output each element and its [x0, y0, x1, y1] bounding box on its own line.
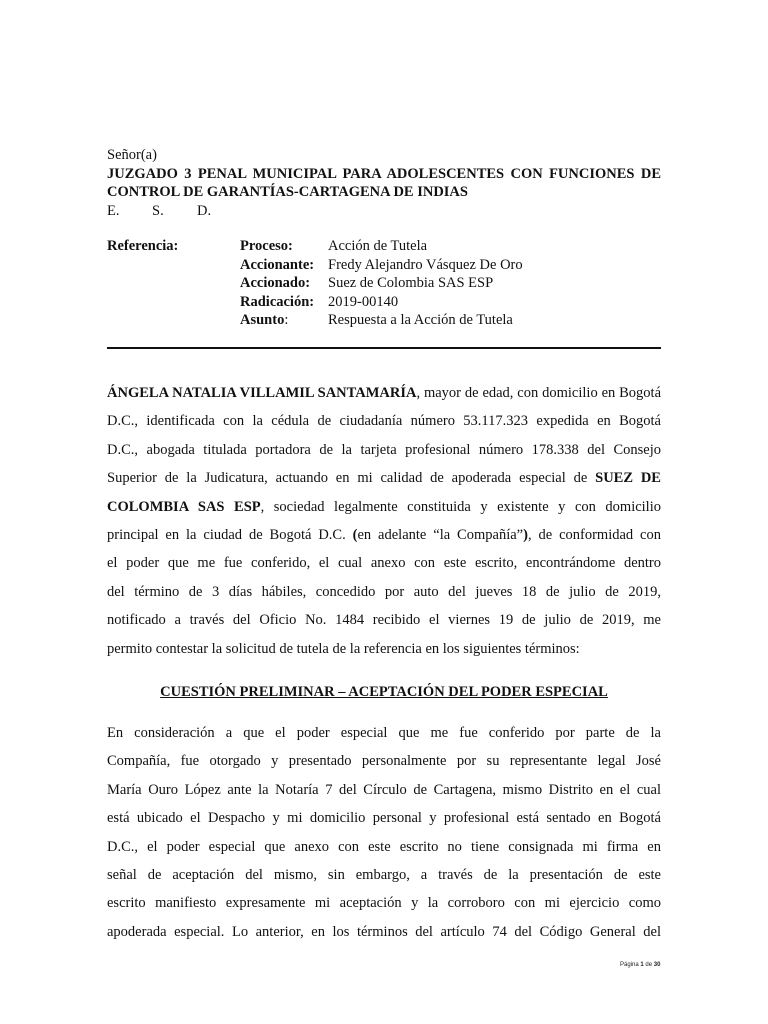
paragraph-line [107, 379, 661, 407]
paragraph-line [107, 464, 661, 492]
esd-letter: D. [197, 202, 212, 219]
court-name-line: CONTROL DE GARANTÍAS-CARTAGENA DE INDIAS [107, 184, 468, 200]
reference-label-colon: : [284, 312, 289, 328]
line-text: , mayor de edad, con domicilio en Bogotá [416, 385, 662, 401]
reference-row [107, 311, 523, 330]
paragraph-line: notificado a través del Oficio No. 1484 recibido el viernes 19 de julio de 2019, me [107, 612, 661, 629]
reference-row [107, 293, 523, 312]
reference-label: Radicación: [240, 293, 315, 310]
reference-value: 2019-00140 [328, 293, 399, 310]
reference-heading: Referencia: [107, 238, 179, 254]
party-name: ÁNGELA NATALIA VILLAMIL SANTAMARÍA [107, 385, 417, 401]
reference-value: Suez de Colombia SAS ESP [328, 275, 494, 291]
paragraph-line: apoderada especial. Lo anterior, en los términos del artículo 74 del Código General del [107, 923, 661, 940]
reference-row [107, 256, 523, 275]
line-text: , de conformidad con [527, 527, 661, 544]
paragraph-line: el poder que me fue conferido, el cual anexo con este escrito, encontrándome dentro [107, 555, 661, 572]
company-name: SUEZ DE [595, 470, 661, 487]
horizontal-divider [107, 347, 661, 349]
paragraph-line: En consideración a que el poder especial que me fue conferido por parte de la [107, 725, 661, 741]
letter-header [107, 146, 661, 220]
paragraph-line: D.C., abogada titulada portadora de la tarjeta profesional número 178.338 del Consejo [107, 441, 661, 458]
of-word: de [645, 962, 653, 968]
line-text: en adelante “la Compañía” [357, 527, 524, 544]
reference-row [107, 237, 523, 256]
reference-label: Accionante: [240, 256, 315, 273]
section-title: CUESTIÓN PRELIMINAR – ACEPTACIÓN DEL PODER ESPECIAL [160, 684, 608, 700]
page-word: Página [620, 962, 639, 968]
page-total: 30 [653, 962, 661, 968]
paragraph-line [107, 521, 661, 549]
court-name [107, 165, 661, 202]
company-name: COLOMBIA SAS ESP [107, 498, 261, 515]
reference-spacer [107, 274, 240, 293]
paragraph-line: del término de 3 días hábiles, concedido por auto del jueves 18 de julio de 2019, [107, 583, 661, 600]
reference-label: Accionado: [240, 275, 311, 291]
body-paragraph-2 [107, 719, 661, 946]
paragraph-line: D.C., el poder especial que anexo con este escrito no tiene consignada mi firma en [107, 838, 661, 855]
paren-close: ) [523, 527, 528, 544]
reference-row [107, 274, 523, 293]
paragraph-line: Compañía, fue otorgado y presentado personalmente por su representante legal José [107, 753, 661, 770]
paragraph-line [107, 493, 661, 521]
paren-open: ( [352, 527, 358, 544]
line-text: Superior de la Judicatura, actuando en mi calidad de apoderada especial de [107, 470, 596, 487]
esd-letter: E. [107, 202, 120, 219]
body-paragraph-1 [107, 379, 661, 663]
paragraph-line: señal de aceptación del mismo, sin embargo, a través de la presentación de este [107, 867, 661, 884]
page-number: 1 [640, 962, 644, 968]
paragraph-line: María Ouro López ante la Notaría 7 del Círculo de Cartagena, mismo Distrito en el cual [107, 781, 661, 798]
reference-label: Proceso: [240, 238, 293, 254]
reference-spacer [107, 311, 240, 330]
reference-block [107, 237, 523, 330]
line-text: principal en la ciudad de Bogotá D.C. [107, 527, 353, 544]
paragraph-line: permito contestar la solicitud de tutela de la referencia en los siguientes términos: [107, 640, 580, 657]
page-number-footer [620, 962, 660, 968]
reference-value: Respuesta a la Acción de Tutela [328, 312, 513, 328]
reference-label [240, 311, 328, 330]
reference-label-text: Asunto [240, 312, 285, 328]
reference-value: Acción de Tutela [328, 238, 428, 254]
paragraph-line: D.C., identificada con la cédula de ciudadanía número 53.117.323 expedida en Bogotá [107, 413, 661, 430]
salutation: Señor(a) [107, 147, 157, 163]
reference-value: Fredy Alejandro Vásquez De Oro [328, 256, 523, 273]
reference-spacer [107, 256, 240, 275]
line-text: , sociedad legalmente constituida y existente y con domicilio [260, 498, 661, 515]
court-name-line: JUZGADO 3 PENAL MUNICIPAL PARA ADOLESCENTES CON FUNCIONES DE [107, 165, 661, 182]
esd-letter: S. [152, 202, 164, 219]
esd-line [107, 202, 661, 221]
paragraph-line: escrito manifiesto expresamente mi aceptación y la corroboro con mi ejercicio como [107, 895, 661, 912]
paragraph-line: está ubicado el Despacho y mi domicilio personal y profesional está sentado en Bogotá [107, 810, 661, 827]
reference-spacer [107, 293, 240, 312]
